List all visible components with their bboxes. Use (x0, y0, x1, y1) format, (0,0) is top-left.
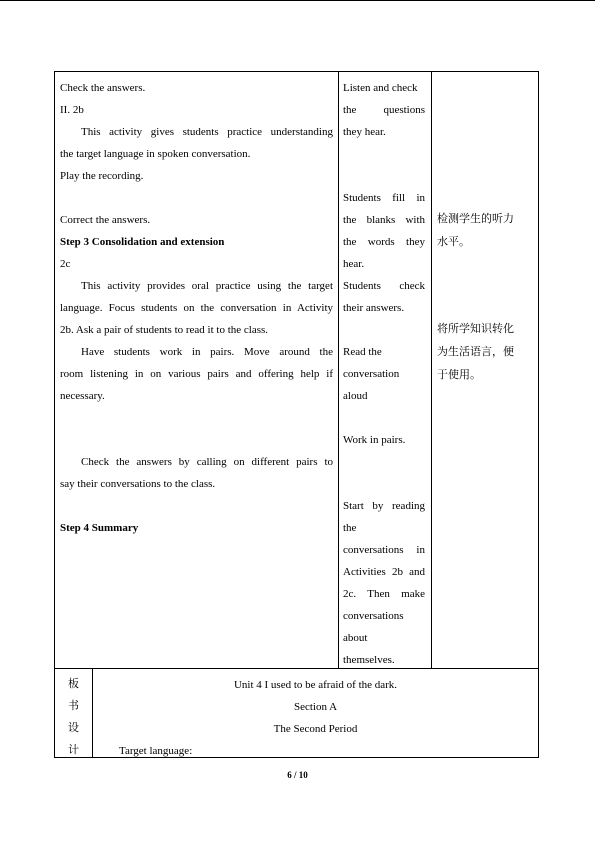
text-line: Work in pairs. (343, 434, 406, 446)
text-line (343, 499, 425, 513)
student-activity-text (339, 72, 431, 668)
board-target-language: Target language: (119, 745, 193, 757)
text-line: conversations (343, 610, 404, 622)
procedure-row (55, 72, 539, 669)
justified-text: language. Focus students on the conversation in Activity (60, 302, 333, 314)
justified-text: Activities 2b and (343, 566, 425, 578)
text-line (81, 125, 333, 139)
justified-text: Students fill in (343, 192, 425, 204)
board-design-cell (55, 669, 539, 758)
label-char: 书 (68, 699, 79, 712)
text-line: 2b. Ask a pair of students to read it to the class. (60, 324, 269, 336)
text-line: about (343, 632, 368, 644)
board-design-content (93, 669, 538, 757)
board-design-wrapper (55, 669, 538, 757)
text-line (343, 191, 425, 205)
text-line: aloud (343, 390, 368, 402)
text-line: 检测学生的听力 (437, 212, 514, 225)
justified-text: the words they (343, 236, 425, 248)
justified-text: the blanks with (343, 214, 425, 226)
justified-text: Students check (343, 280, 425, 292)
text-line (343, 279, 425, 293)
step-heading: Step 4 Summary (60, 522, 139, 534)
lesson-plan-table (54, 71, 539, 758)
text-line: their answers. (343, 302, 405, 314)
text-line: 水平。 (437, 235, 470, 248)
text-line: 于使用。 (437, 368, 481, 381)
justified-text: 2c. Then make (343, 588, 425, 600)
text-line: necessary. (60, 390, 105, 402)
text-line (343, 587, 425, 601)
text-line (343, 103, 425, 117)
justified-text: Check the answers by calling on different pairs to (81, 456, 333, 468)
justified-text: room listening in on various pairs and offering help if (60, 368, 333, 380)
text-line: conversation (343, 368, 400, 380)
text-line: the (343, 522, 357, 534)
justified-text: This activity provides oral practice using the target (81, 280, 333, 292)
step-heading: Step 3 Consolidation and extension (60, 236, 225, 248)
text-line: say their conversations to the class. (60, 478, 216, 490)
text-line: Correct the answers. (60, 214, 151, 226)
text-line: Read the (343, 346, 382, 358)
text-line: hear. (343, 258, 365, 270)
text-line: the target language in spoken conversation. (60, 148, 251, 160)
text-line: 将所学知识转化 (437, 322, 514, 335)
justified-text: Start by reading (343, 500, 425, 512)
header-rule (0, 0, 595, 1)
justified-text: Have students work in pairs. Move around the (81, 346, 333, 358)
justified-text: conversations in (343, 544, 425, 556)
label-char: 计 (68, 743, 79, 756)
text-line (81, 455, 333, 469)
student-activity-cell (339, 72, 432, 669)
design-purpose-cell (432, 72, 539, 669)
text-line (343, 565, 425, 579)
text-line: 为生活语言，便 (437, 345, 514, 358)
label-char: 板 (68, 677, 79, 690)
text-line (343, 213, 425, 227)
text-line: Listen and check (343, 82, 418, 94)
board-period: The Second Period (273, 723, 358, 735)
text-line: II. 2b (60, 104, 84, 116)
text-line (81, 345, 333, 359)
board-design-label (55, 669, 93, 757)
text-line: Check the answers. (60, 82, 146, 94)
label-char: 设 (68, 721, 79, 734)
justified-text: This activity gives students practice understanding (81, 126, 333, 138)
board-section: Section A (293, 701, 338, 713)
text-line (343, 235, 425, 249)
text-line: 2c (60, 258, 71, 270)
board-title: Unit 4 I used to be afraid of the dark. (233, 679, 398, 691)
justified-text: the questions (343, 104, 425, 116)
text-line: themselves. (343, 654, 395, 666)
teacher-activity-text (55, 72, 338, 668)
page-number: 6 / 10 (287, 770, 308, 780)
text-line: they hear. (343, 126, 386, 138)
design-purpose-text (432, 72, 538, 668)
text-line (60, 301, 333, 315)
text-line (343, 543, 425, 557)
text-line: Play the recording. (60, 170, 144, 182)
teacher-activity-cell (55, 72, 339, 669)
text-line (60, 367, 333, 381)
board-design-row (55, 669, 539, 758)
text-line (81, 279, 333, 293)
